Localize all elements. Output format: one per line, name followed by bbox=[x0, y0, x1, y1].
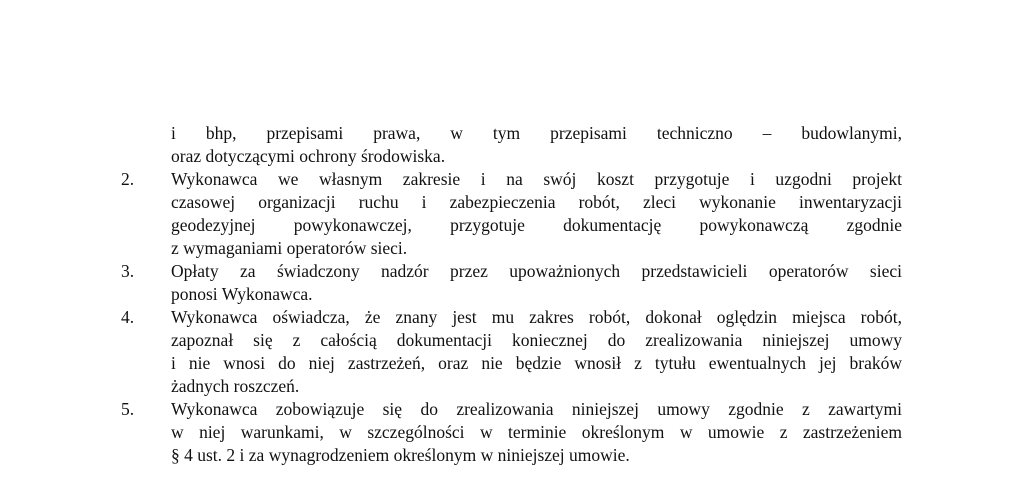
item-line: i nie wnosi do niej zastrzeżeń, oraz nie będzie wnosił z tytułu ewentualnych jej braków bbox=[171, 353, 902, 373]
item-line: żadnych roszczeń. bbox=[171, 376, 300, 396]
continuation-line: i bhp, przepisami prawa, w tym przepisami techniczno – budowlanymi, bbox=[171, 123, 902, 143]
item-line: w niej warunkami, w szczególności w terminie określonym w umowie z zastrzeżeniem bbox=[171, 422, 902, 442]
item-number: 5. bbox=[121, 399, 135, 419]
item-line: Wykonawca zobowiązuje się do zrealizowania niniejszej umowy zgodnie z zawartymi bbox=[171, 399, 902, 419]
item-number: 3. bbox=[121, 261, 135, 281]
item-number: 4. bbox=[121, 307, 135, 327]
item-line: Wykonawca we własnym zakresie i na swój koszt przygotuje i uzgodni projekt bbox=[171, 169, 902, 189]
item-line: § 4 ust. 2 i za wynagrodzeniem określonym w niniejszej umowie. bbox=[171, 445, 630, 465]
item-line: z wymaganiami operatorów sieci. bbox=[171, 238, 408, 258]
item-number: 2. bbox=[121, 169, 135, 189]
item-line: zapoznał się z całością dokumentacji koniecznej do zrealizowania niniejszej umowy bbox=[171, 330, 902, 350]
item-line: Wykonawca oświadcza, że znany jest mu zakres robót, dokonał oględzin miejsca robót, bbox=[171, 307, 902, 327]
item-line: ponosi Wykonawca. bbox=[171, 284, 313, 304]
continuation-line: oraz dotyczącymi ochrony środowiska. bbox=[171, 146, 446, 166]
item-line: Opłaty za świadczony nadzór przez upoważnionych przedstawicieli operatorów sieci bbox=[171, 261, 902, 281]
item-line: czasowej organizacji ruchu i zabezpieczenia robót, zleci wykonanie inwentaryzacji bbox=[171, 192, 902, 212]
item-line: geodezyjnej powykonawczej, przygotuje dokumentację powykonawczą zgodnie bbox=[171, 215, 902, 235]
